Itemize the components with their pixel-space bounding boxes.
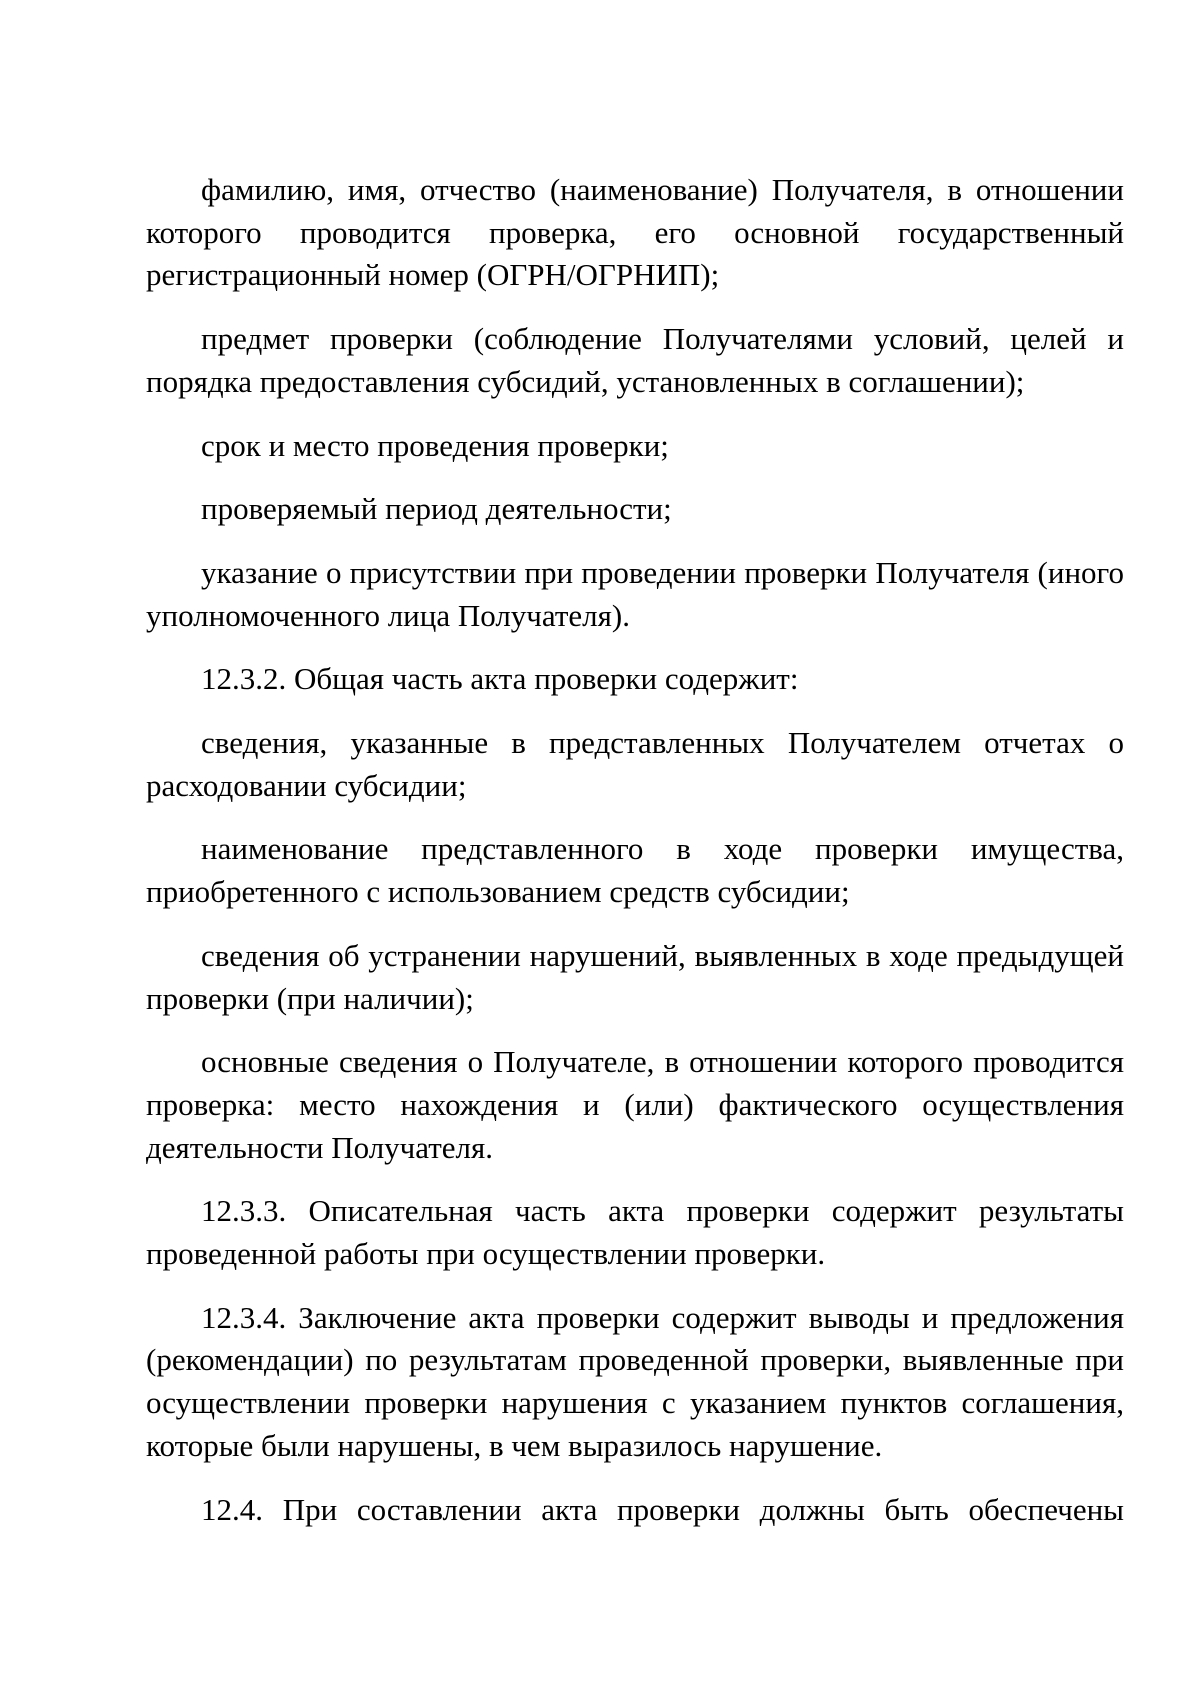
paragraph-violations-elimination: сведения об устранении нарушений, выявленных в ходе предыдущей проверки (при наличии);	[146, 937, 1124, 1016]
paragraph-section-12-4: 12.4. При составлении акта проверки должны быть обеспечены	[201, 1491, 1124, 1527]
paragraph-section-12-3-2: 12.3.2. Общая часть акта проверки содержит:	[201, 661, 799, 697]
paragraph-inspection-subject: предмет проверки (соблюдение Получателями условий, целей и порядка предоставления субсидий, установленных в соглашении);	[146, 321, 1124, 399]
paragraph-recipient-basic-info: основные сведения о Получателе, в отношении которого проводится проверка: место нахождения и (или) фактического осуществления деятельности Получателя.	[146, 1044, 1124, 1165]
paragraph-recipient-name: фамилию, имя, отчество (наименование) Получателя, в отношении которого проводится проверка, его основной государственный регистрационный номер (ОГРН/ОГРНИП);	[146, 172, 1124, 293]
paragraph-inspected-period: проверяемый период деятельности;	[201, 491, 672, 527]
paragraph-reports-info: сведения, указанные в представленных Получателем отчетах о расходовании субсидии;	[146, 725, 1124, 803]
paragraph-presence-note: указание о присутствии при проведении проверки Получателя (иного уполномоченного лица Получателя).	[146, 554, 1124, 633]
paragraph-section-12-3-4: 12.3.4. Заключение акта проверки содержит выводы и предложения (рекомендации) по результатам проведенной проверки, выявленные при осуществлении проверки нарушения с указанием пунктов соглашения, которые были нарушены, в чем выразилось нарушение.	[146, 1299, 1124, 1463]
paragraph-property-name: наименование представленного в ходе проверки имущества, приобретенного с использованием средств субсидии;	[146, 831, 1124, 910]
paragraph-section-12-3-3: 12.3.3. Описательная часть акта проверки содержит результаты проведенной работы при осуществлении проверки.	[146, 1193, 1124, 1272]
paragraph-inspection-term-place: срок и место проведения проверки;	[201, 427, 669, 463]
document-body	[146, 169, 1124, 1552]
